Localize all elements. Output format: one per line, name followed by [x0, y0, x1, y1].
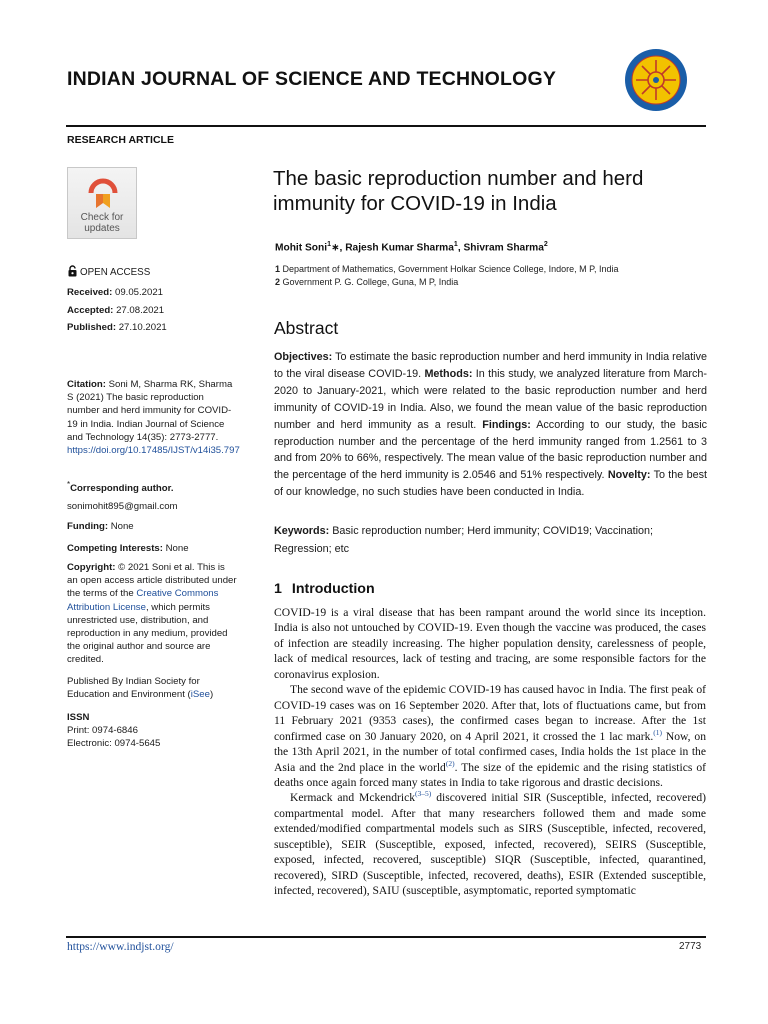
article-title: The basic reproduction number and herd immunity for COVID-19 in India [273, 167, 644, 215]
isee-link[interactable]: iSee [190, 689, 210, 701]
issn-electronic: Electronic: 0974-5645 [67, 738, 161, 750]
citation-ref[interactable]: (3–5) [415, 789, 432, 799]
author-name: Shivram Sharma [463, 242, 544, 254]
paragraph: COVID-19 is a viral disease that has been rampant around the world since its inception. India is also not untouched by COVID-19. Even though the vaccine was produced, the cases of infection are steadily increasing. The higher population density, carelessness of people, lack of medical resources, lack of testing and tracing, are some responsible factors for the coronavirus explosion. [274, 606, 706, 681]
journal-seal-icon [624, 48, 688, 112]
article-type-label: RESEARCH ARTICLE [67, 134, 174, 146]
paragraph: Kermack and Mckendrick$^{(3-5)}$ discovered initial SIR (Susceptible, infected, recovered) compartmental model. After that many researchers followed them and made some extended/modified compartmental models such as SIRS (Susceptible, infected, recovered, susceptible), SEIR (Susceptible, exposed, infected, recovered), SEIRS (Susceptible, exposed, infected, recovered, susceptible) SIQR (Susceptible, infected, quarantined, recovered), SIRD (Susceptible, infected, recovered, deaths), ESIR (Extended susceptible, infected, recovered), SAIU (susceptible, asymptomatic, reported symptomatic [274, 789, 706, 898]
abstract-heading: Abstract [274, 318, 339, 338]
section-heading: 1 Introduction [274, 581, 375, 597]
published-date: 27.10.2021 [118, 322, 167, 333]
open-access-label [67, 265, 150, 278]
body-text [274, 605, 706, 899]
abstract-text: Objectives: To estimate the basic reproduction number and herd immunity in India relative to the viral disease COVID-19. Methods: In this study, we analyzed literature from March-2020 to January-2021, which were related to the basic reproduction number and herd immunity of COVID-19 in India. Also, we found the mean value of the basic reproduction number and herd immunity as a result. Findings: According to our study, the basic reproduction number and the percentage of the herd immunity ranged from 1.2561 to 3 and from 20% to 66%, respectively. The mean value of the basic reproduction number and the percentage of the herd immunity is 2.0546 and 51% respectively. Novelty: To the best of our knowledge, no such studies have been conducted in India. [274, 351, 708, 499]
competing-interests-line: Competing Interests: None [67, 543, 189, 554]
received-date: 09.05.2021 [115, 287, 164, 298]
header-rule [66, 125, 706, 127]
paragraph: The second wave of the epidemic COVID-19 has caused havoc in India. The first peak of COVID-19 cases was on 16 September 2020. After that, lots of fluctuations came, but from 11 February 2021 (9353 cases), the confirmed cases began to increase. After the 1st confirmed case on 30 January 2020, on 4 April 2021, it crossed the 1 lac mark.$^{(1)}$ Now, on the 13th April 2021, in the number of total confirmed cases, India holds the 1st place in the Asia and the 2nd place in the world$^{(2)}$. The size of the epidemic and the rising statistics of deaths once again forced many states in India to take rigorous and drastic decisions. [274, 683, 706, 789]
publisher-block: Published By Indian Society for Education and Environment (iSee) [67, 676, 214, 701]
author-list: Mohit Soni$^1$∗, Rajesh Kumar Sharma$^1$, Shivram Sharma$^2$ [275, 241, 548, 254]
journal-title: INDIAN JOURNAL OF SCIENCE AND TECHNOLOGY [67, 68, 557, 90]
issn-block [67, 711, 237, 751]
badge-label [68, 212, 136, 234]
journal-url-link[interactable]: https://www.indjst.org/ [67, 940, 174, 953]
funding-line: Funding: None [67, 521, 134, 532]
citation-ref[interactable]: (1) [653, 727, 663, 737]
check-for-updates-badge[interactable] [67, 167, 137, 239]
badge-line-1: Check for [80, 212, 124, 223]
accepted-line: Accepted: 27.08.2021 [67, 305, 165, 316]
license-link[interactable]: Creative Commons Attribution License [67, 588, 219, 613]
affiliation-1: 1 Department of Mathematics, Government Holkar Science College, Indore, M P, India [275, 264, 619, 274]
badge-line-2: updates [84, 223, 120, 234]
affiliation-2: 2 Government P. G. College, Guna, M P, India [275, 277, 459, 287]
issn-label: ISSN [67, 712, 90, 723]
received-line: Received: 09.05.2021 [67, 287, 164, 298]
keywords: Keywords: Basic reproduction number; Herd immunity; COVID19; Vaccination; Regression; etc [274, 525, 654, 555]
published-line: Published: 27.10.2021 [67, 322, 167, 333]
copyright-block: Copyright: © 2021 Soni et al. This is an open access article distributed under the terms of the Creative Commons Attribution License, which permits unrestricted use, distribution, and reproduction in any medium, provided the original author and source are credited. [67, 562, 237, 666]
issn-print: Print: 0974-6846 [67, 725, 138, 737]
footer-rule [66, 936, 706, 938]
author-name: Rajesh Kumar Sharma [345, 242, 454, 254]
open-access-text: OPEN ACCESS [80, 267, 151, 278]
check-for-updates-icon [87, 175, 119, 209]
open-lock-icon [67, 265, 78, 277]
corresponding-email[interactable]: sonimohit895@gmail.com [67, 501, 178, 512]
corresponding-author-label: *Corresponding author. [67, 480, 174, 495]
citation-text: Soni M, Sharma RK, Sharma S (2021) The basic reproduction number and herd immunity for COVID-19 in India. Indian Journal of Science and Technology 14(35): 2773-2777. [67, 379, 233, 443]
citation-ref[interactable]: (2) [445, 758, 455, 768]
author-name: Mohit Soni [275, 242, 328, 254]
citation-block: Citation: Soni M, Sharma RK, Sharma S (2021) The basic reproduction number and herd immunity for COVID-19 in India. Indian Journal of Science and Technology 14(35): 2773-2777. https://doi.org/10.17485/IJST/v14i35.797 [67, 379, 240, 457]
doi-link[interactable]: https://doi.org/10.17485/IJST/v14i35.797 [67, 445, 240, 457]
accepted-date: 27.08.2021 [116, 305, 165, 316]
page-number: 2773 [679, 941, 702, 952]
